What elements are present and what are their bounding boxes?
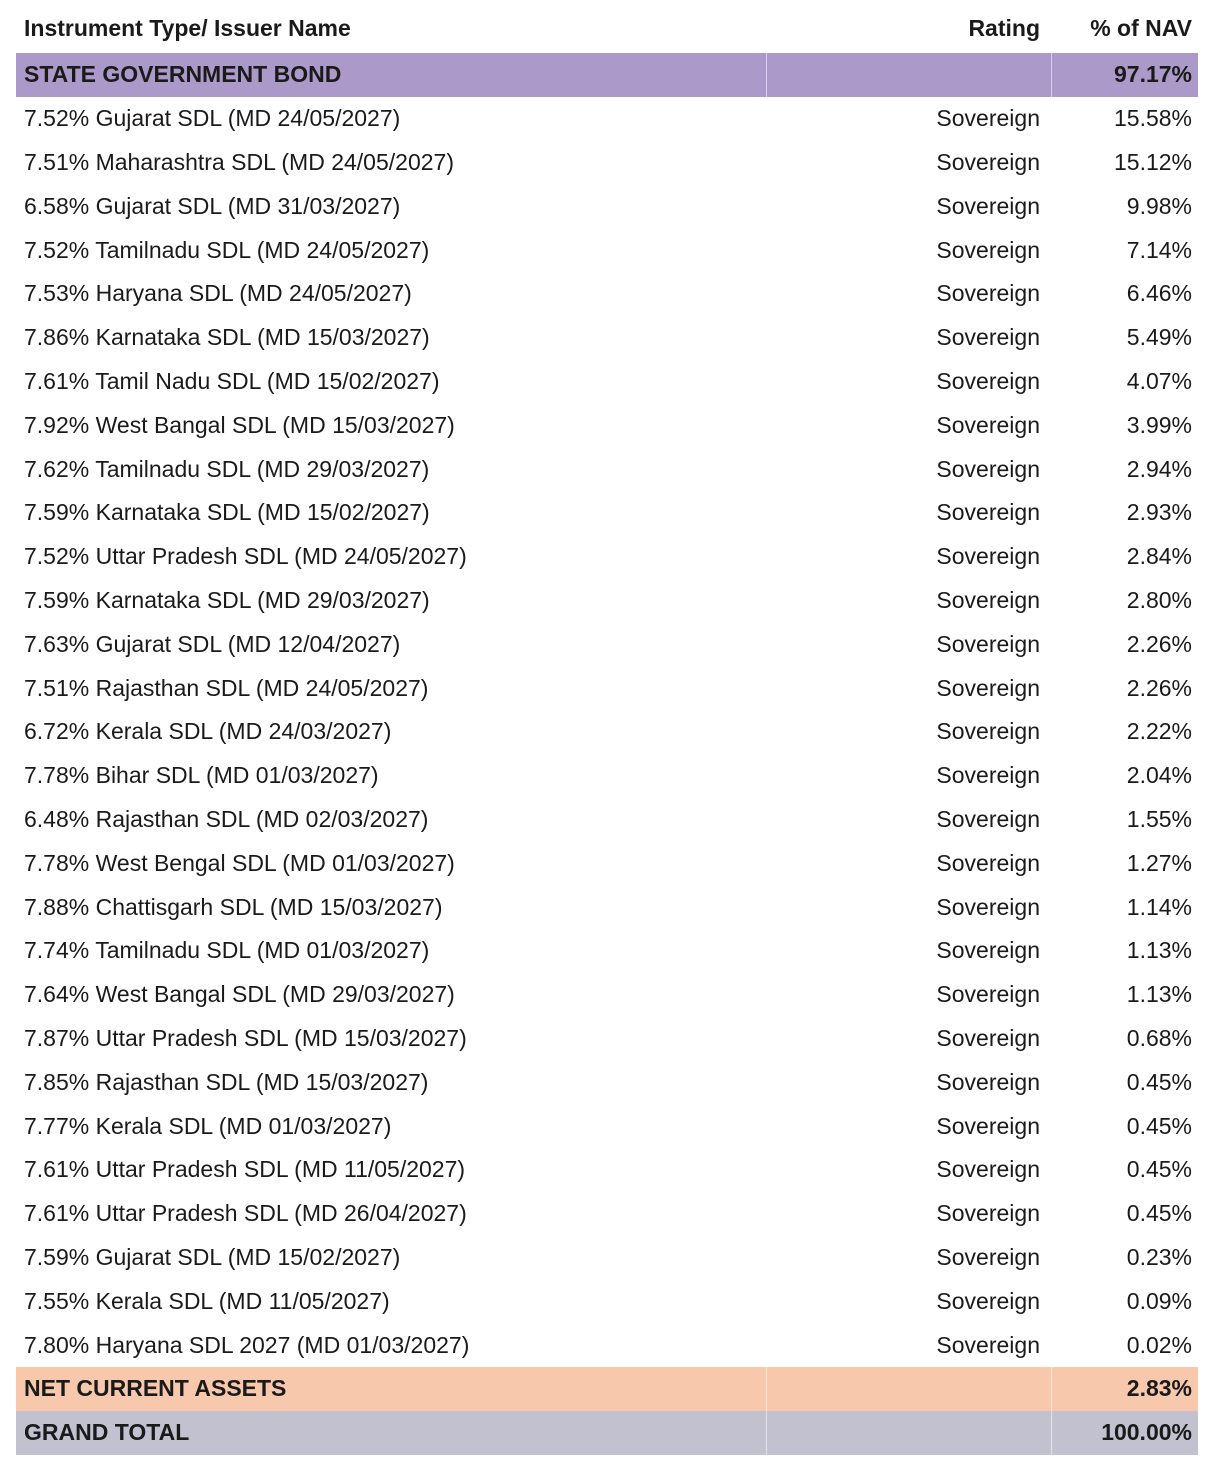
holding-rating: Sovereign [936,1243,1040,1270]
holding-nav: 2.94% [1126,455,1192,482]
holding-rating: Sovereign [936,148,1040,175]
holding-name: 7.77% Kerala SDL (MD 01/03/2027) [24,1112,392,1139]
holding-rating: Sovereign [936,893,1040,920]
holding-rating: Sovereign [936,543,1040,570]
table-row [16,1236,1198,1280]
holding-rating: Sovereign [936,1287,1040,1314]
holding-name: 7.52% Tamilnadu SDL (MD 24/05/2027) [24,236,430,263]
holding-name: 7.52% Uttar Pradesh SDL (MD 24/05/2027) [24,543,467,570]
holding-name: 7.85% Rajasthan SDL (MD 15/03/2027) [24,1068,429,1095]
holding-name: 7.52% Gujarat SDL (MD 24/05/2027) [24,105,401,132]
holding-nav: 0.45% [1126,1200,1192,1227]
holding-name: 7.51% Rajasthan SDL (MD 24/05/2027) [24,674,429,701]
holding-rating: Sovereign [936,981,1040,1008]
holding-nav: 15.12% [1113,148,1192,175]
holding-nav: 4.07% [1126,367,1192,394]
section-name: STATE GOVERNMENT BOND [24,61,342,88]
nca-name: NET CURRENT ASSETS [24,1375,287,1402]
table-row [16,1279,1198,1323]
table-row [16,1017,1198,1061]
holding-name: 6.72% Kerala SDL (MD 24/03/2027) [24,718,392,745]
holding-rating: Sovereign [936,586,1040,613]
table-row [16,1323,1198,1367]
table-row [16,447,1198,491]
holding-nav: 7.14% [1126,236,1192,263]
table-row [16,710,1198,754]
section-row-state-government-bond [16,53,1198,97]
holding-name: 7.59% Gujarat SDL (MD 15/02/2027) [24,1243,401,1270]
holding-nav: 2.93% [1126,499,1192,526]
holding-rating: Sovereign [936,630,1040,657]
table-row [16,973,1198,1017]
holding-nav: 1.13% [1126,937,1192,964]
header-instrument: Instrument Type/ Issuer Name [24,15,351,41]
holding-name: 7.61% Tamil Nadu SDL (MD 15/02/2027) [24,367,440,394]
table-row [16,754,1198,798]
holdings-rows [16,97,1198,1367]
holding-nav: 9.98% [1126,192,1192,219]
holding-name: 7.86% Karnataka SDL (MD 15/03/2027) [24,324,430,351]
total-name: GRAND TOTAL [24,1419,190,1446]
holding-rating: Sovereign [936,762,1040,789]
holding-name: 7.64% West Bangal SDL (MD 29/03/2027) [24,981,455,1008]
holding-nav: 0.68% [1126,1024,1192,1051]
table-row [16,929,1198,973]
section-rating [766,53,1052,97]
holding-name: 7.59% Karnataka SDL (MD 15/02/2027) [24,499,430,526]
holding-nav: 15.58% [1113,105,1192,132]
holding-rating: Sovereign [936,1156,1040,1183]
holding-name: 7.87% Uttar Pradesh SDL (MD 15/03/2027) [24,1024,467,1051]
total-rating [766,1411,1052,1455]
holding-nav: 0.45% [1126,1156,1192,1183]
holding-name: 7.55% Kerala SDL (MD 11/05/2027) [24,1287,390,1314]
holding-rating: Sovereign [936,1068,1040,1095]
table-row [16,579,1198,623]
holding-nav: 0.23% [1126,1243,1192,1270]
table-row [16,228,1198,272]
holding-nav: 2.04% [1126,762,1192,789]
holding-nav: 0.09% [1126,1287,1192,1314]
table-row [16,403,1198,447]
holding-name: 7.51% Maharashtra SDL (MD 24/05/2027) [24,148,454,175]
table-row [16,1060,1198,1104]
holding-rating: Sovereign [936,1112,1040,1139]
holding-nav: 2.22% [1126,718,1192,745]
holding-name: 7.80% Haryana SDL 2027 (MD 01/03/2027) [24,1331,470,1358]
holding-rating: Sovereign [936,849,1040,876]
table-row [16,1104,1198,1148]
holding-name: 7.53% Haryana SDL (MD 24/05/2027) [24,280,412,307]
holding-nav: 0.45% [1126,1068,1192,1095]
table-row [16,141,1198,185]
holding-name: 7.63% Gujarat SDL (MD 12/04/2027) [24,630,401,657]
total-nav: 100.00% [1101,1419,1192,1446]
holding-name: 7.59% Karnataka SDL (MD 29/03/2027) [24,586,430,613]
holding-nav: 2.26% [1126,674,1192,701]
nca-rating [766,1367,1052,1411]
header-rating: Rating [968,15,1040,41]
holding-rating: Sovereign [936,1200,1040,1227]
table-row [16,535,1198,579]
holding-rating: Sovereign [936,499,1040,526]
holding-nav: 1.13% [1126,981,1192,1008]
holding-nav: 0.45% [1126,1112,1192,1139]
table-row [16,622,1198,666]
section-nav: 97.17% [1113,61,1192,88]
header-nav: % of NAV [1090,15,1192,41]
table-row [16,272,1198,316]
holding-nav: 6.46% [1126,280,1192,307]
table-row [16,841,1198,885]
holding-nav: 2.84% [1126,543,1192,570]
holding-rating: Sovereign [936,367,1040,394]
holding-name: 7.61% Uttar Pradesh SDL (MD 11/05/2027) [24,1156,466,1183]
holding-nav: 1.55% [1126,805,1192,832]
holding-rating: Sovereign [936,937,1040,964]
table-row [16,491,1198,535]
table-row [16,666,1198,710]
table-row [16,97,1198,141]
table-row [16,316,1198,360]
table-row [16,184,1198,228]
table-row [16,360,1198,404]
holding-name: 6.48% Rajasthan SDL (MD 02/03/2027) [24,805,429,832]
holding-rating: Sovereign [936,236,1040,263]
grand-total-row [16,1411,1198,1455]
holding-rating: Sovereign [936,105,1040,132]
holding-nav: 5.49% [1126,324,1192,351]
holding-nav: 2.26% [1126,630,1192,657]
holding-name: 7.78% West Bengal SDL (MD 01/03/2027) [24,849,455,876]
holding-rating: Sovereign [936,192,1040,219]
holding-rating: Sovereign [936,674,1040,701]
nca-nav: 2.83% [1126,1375,1192,1402]
holding-nav: 1.27% [1126,849,1192,876]
table-row [16,1192,1198,1236]
holding-name: 7.92% West Bangal SDL (MD 15/03/2027) [24,411,455,438]
holding-rating: Sovereign [936,411,1040,438]
holding-nav: 1.14% [1126,893,1192,920]
holding-rating: Sovereign [936,455,1040,482]
holding-rating: Sovereign [936,1331,1040,1358]
net-current-assets-row [16,1367,1198,1411]
holding-rating: Sovereign [936,805,1040,832]
holdings-table [16,4,1198,1455]
holding-name: 7.78% Bihar SDL (MD 01/03/2027) [24,762,379,789]
holding-rating: Sovereign [936,280,1040,307]
holding-nav: 2.80% [1126,586,1192,613]
holding-name: 7.61% Uttar Pradesh SDL (MD 26/04/2027) [24,1200,467,1227]
holding-rating: Sovereign [936,324,1040,351]
holding-rating: Sovereign [936,718,1040,745]
holding-name: 7.62% Tamilnadu SDL (MD 29/03/2027) [24,455,430,482]
table-row [16,798,1198,842]
table-row [16,885,1198,929]
holding-nav: 3.99% [1126,411,1192,438]
holding-name: 6.58% Gujarat SDL (MD 31/03/2027) [24,192,401,219]
holding-name: 7.74% Tamilnadu SDL (MD 01/03/2027) [24,937,430,964]
holding-rating: Sovereign [936,1024,1040,1051]
table-row [16,1148,1198,1192]
holding-nav: 0.02% [1126,1331,1192,1358]
holding-name: 7.88% Chattisgarh SDL (MD 15/03/2027) [24,893,443,920]
table-header [16,4,1198,53]
